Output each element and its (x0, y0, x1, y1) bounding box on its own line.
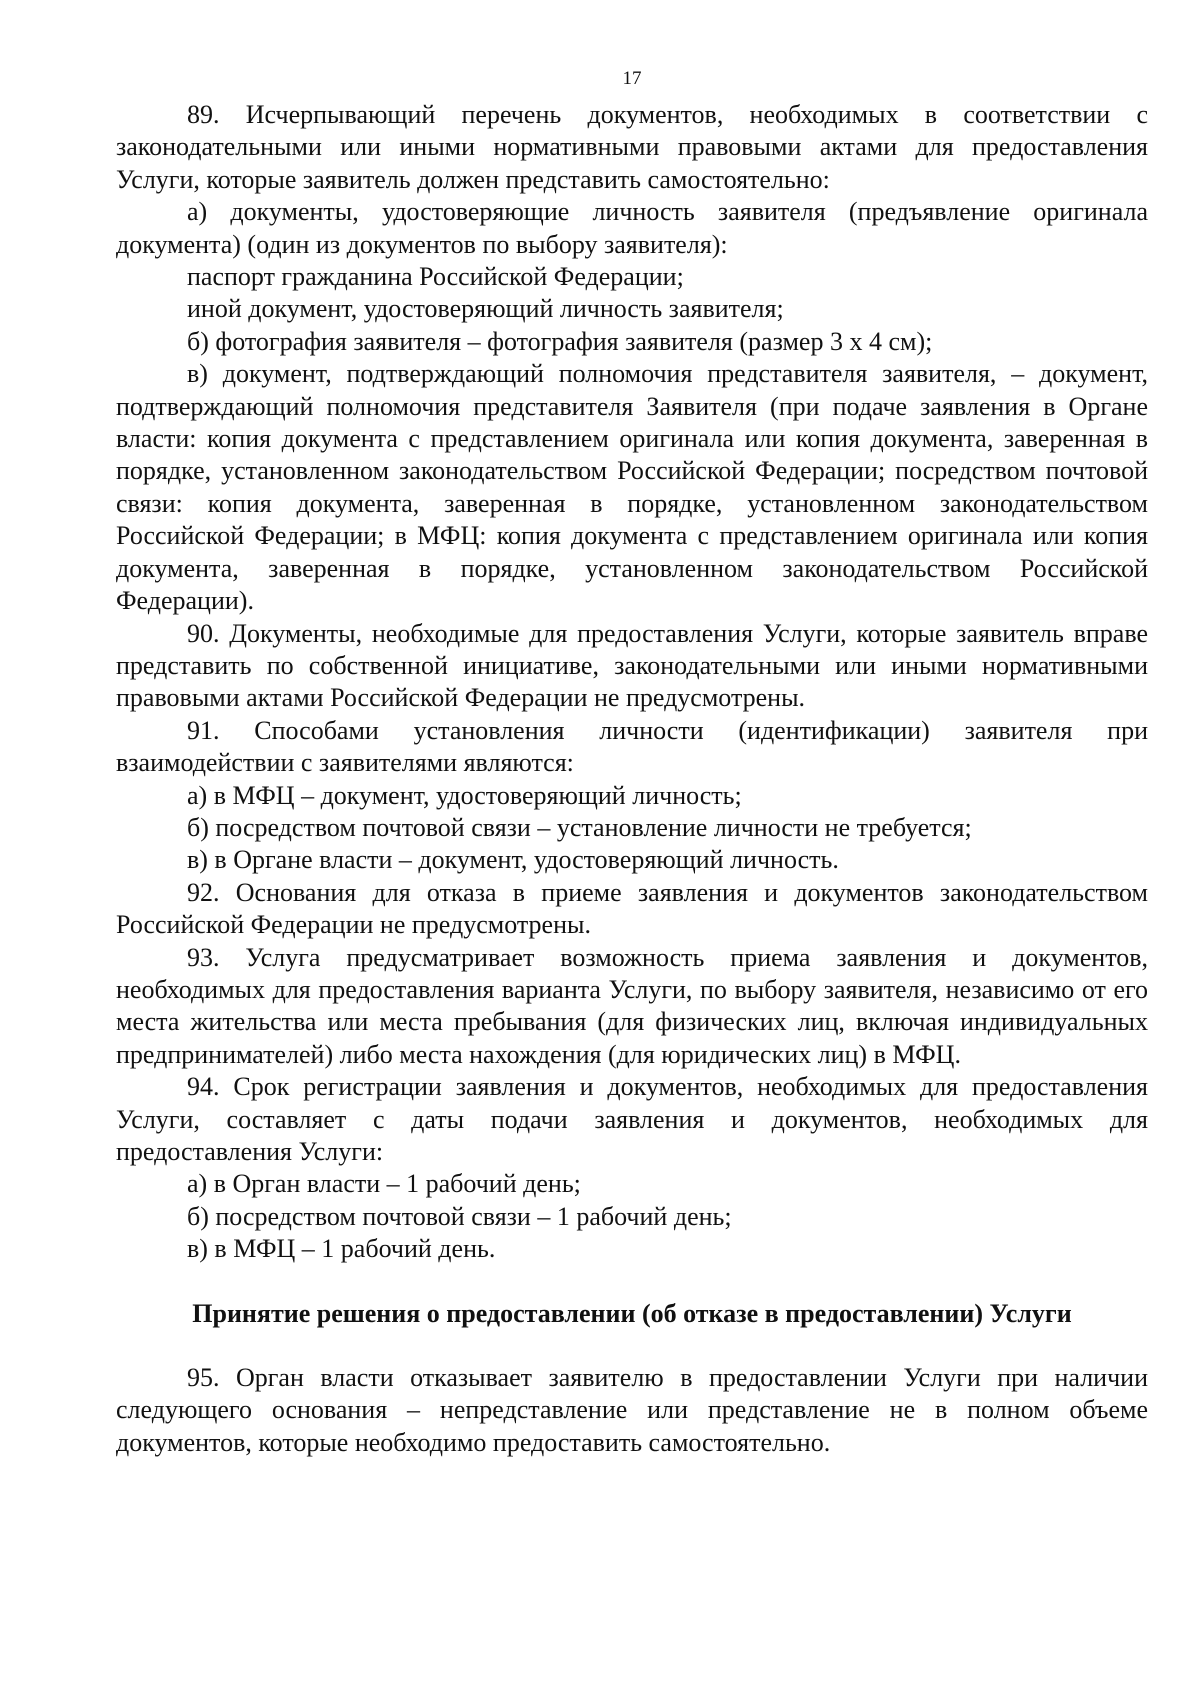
paragraph-91-item-b: б) посредством почтовой связи – установление личности не требуется; (187, 812, 972, 842)
paragraph-94-item-a: а) в Орган власти – 1 рабочий день; (187, 1169, 581, 1199)
paragraph-91-item-a: а) в МФЦ – документ, удостоверяющий личность; (187, 780, 742, 810)
paragraph-89-item-a-passport: паспорт гражданина Российской Федерации; (187, 262, 684, 292)
paragraph-89: 89. Исчерпывающий перечень документов, необходимых в соответствии с законодательными или иными нормативными правовыми актами для предоставления Услуги, которые заявитель должен представить самостоятельно: (116, 100, 1148, 194)
section-body-after (116, 1362, 1148, 1459)
paragraph-91-item-v: в) в Органе власти – документ, удостоверяющий личность. (187, 845, 839, 875)
paragraph-95: 95. Орган власти отказывает заявителю в предоставлении Услуги при наличии следующего основания – непредставление или представление не в полном объеме документов, которые необходимо предоставить самостоятельно. (116, 1363, 1148, 1457)
paragraph-94-item-b: б) посредством почтовой связи – 1 рабочий день; (187, 1201, 732, 1231)
paragraph-94-item-v: в) в МФЦ – 1 рабочий день. (187, 1234, 496, 1264)
paragraph-92: 92. Основания для отказа в приеме заявления и документов законодательством Российской Федерации не предусмотрены. (116, 877, 1148, 940)
paragraph-91: 91. Способами установления личности (идентификации) заявителя при взаимодействии с заявителями являются: (116, 715, 1148, 778)
section-heading: Принятие решения о предоставлении (об отказе в предоставлении) Услуги (192, 1298, 1072, 1328)
paragraph-93: 93. Услуга предусматривает возможность приема заявления и документов, необходимых для предоставления варианта Услуги, по выбору заявителя, независимо от его места жительства или места пребывания (для физических лиц, включая индивидуальных предпринимателей) либо места нахождения (для юридических лиц) в МФЦ. (116, 942, 1148, 1069)
page-number: 17 (622, 68, 642, 89)
paragraph-89-item-a-other-document: иной документ, удостоверяющий личность заявителя; (187, 294, 784, 324)
paragraph-90: 90. Документы, необходимые для предоставления Услуги, которые заявитель вправе представить по собственной инициативе, законодательными или иными нормативными правовыми актами Российской Федерации не предусмотрены. (116, 618, 1148, 713)
paragraph-89-item-a: а) документы, удостоверяющие личность заявителя (предъявление оригинала документа) (один из документов по выбору заявителя): (116, 197, 1148, 259)
paragraph-89-item-v: в) документ, подтверждающий полномочия представителя заявителя, – документ, подтверждающий полномочия представителя Заявителя (при подаче заявления в Органе власти: копия документа с представлением оригинала или копия документа, заверенная в порядке, установленном законодательством Российской Федерации; посредством почтовой связи: копия документа, заверенная в порядке, установленном законодательством Российской Федерации; в МФЦ: копия документа с представлением оригинала или копия документа, заверенная в порядке, установленном законодательством Российской Федерации). (116, 359, 1148, 616)
paragraph-89-item-b: б) фотография заявителя – фотография заявителя (размер 3 х 4 см); (187, 326, 933, 356)
document-page (116, 68, 1148, 1459)
section-body-before (116, 99, 1148, 1266)
paragraph-94: 94. Срок регистрации заявления и документов, необходимых для предоставления Услуги, составляет с даты подачи заявления и документов, необходимых для предоставления Услуги: (116, 1072, 1148, 1166)
